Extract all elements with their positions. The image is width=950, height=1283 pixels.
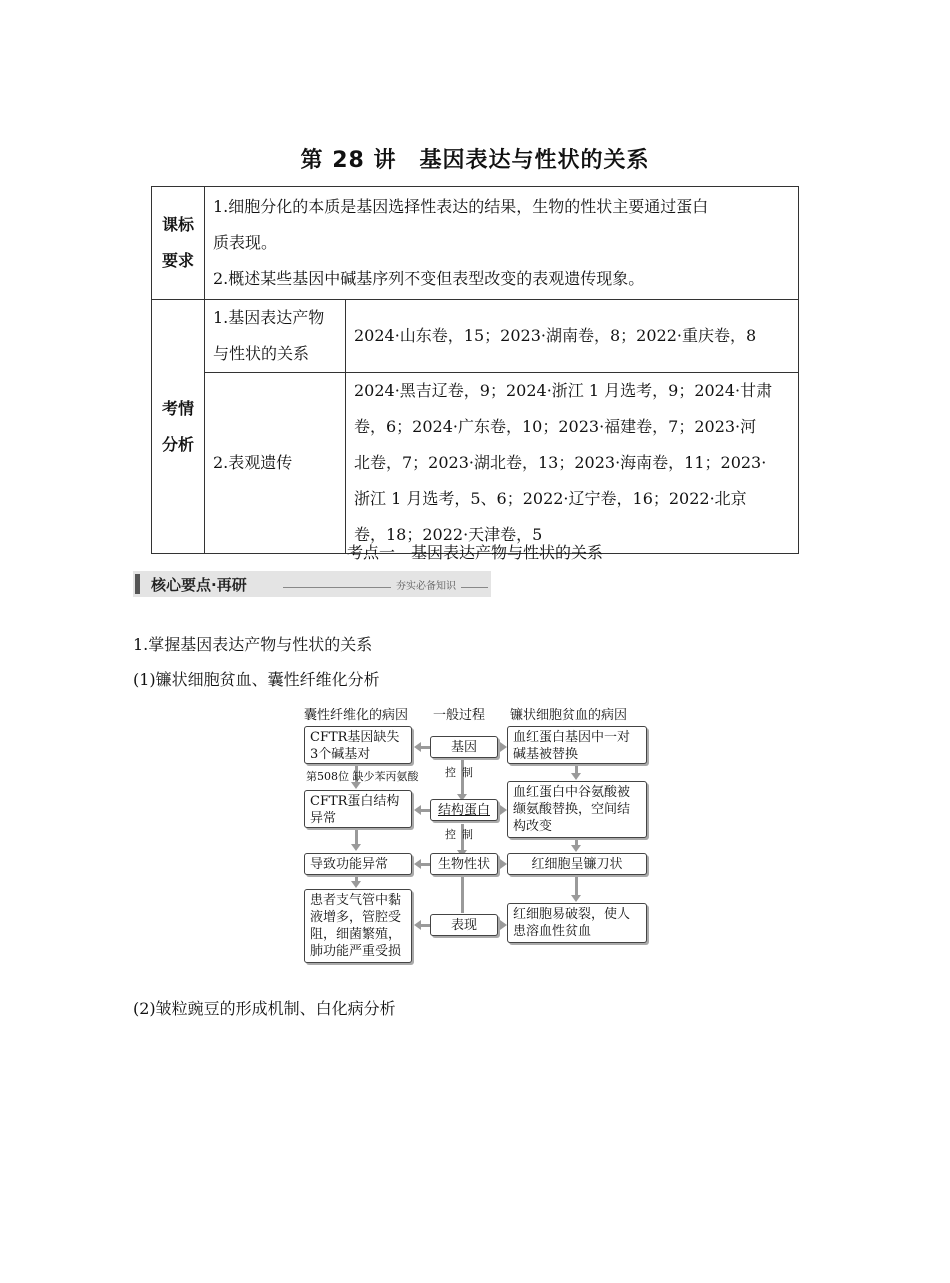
req-label-line: 要求 [161, 251, 194, 270]
control-label: 控制 [445, 766, 479, 779]
left-box-1 [304, 726, 412, 764]
left-box-line: 液增多，管腔受 [310, 910, 402, 925]
right-box-line: 缬氨酸替换，空间结 [513, 802, 631, 817]
right-box-line: 碱基被替换 [513, 747, 579, 762]
curriculum-table [151, 186, 799, 554]
right-box-line: 血红蛋白基因中一对 [513, 730, 631, 745]
right-heading: 镰状细胞贫血的病因 [510, 708, 628, 723]
arrow-right [500, 920, 507, 930]
left-box-line: 异常 [310, 811, 337, 826]
arrow-left [414, 742, 421, 752]
req-line: 2.概述某些基因中碱基序列不变但表型改变的表观遗传现象。 [213, 269, 645, 288]
table-row [152, 187, 799, 300]
mid-box-trait: 生物性状 [430, 853, 498, 875]
arrow-left [414, 920, 421, 930]
left-heading: 囊性纤维化的病因 [304, 708, 409, 723]
flow-diagram [300, 700, 652, 968]
left-note: 第508位 缺少苯丙氨酸 [306, 770, 419, 783]
topic-cell [205, 373, 346, 554]
connector [420, 809, 430, 812]
right-box-line: 红细胞易破裂，使人 [513, 907, 631, 922]
table-row [152, 373, 799, 554]
arrow-left [414, 805, 421, 815]
paragraph-1: 1.掌握基因表达产物与性状的关系 [133, 635, 373, 654]
connector [420, 863, 430, 866]
req-content [205, 187, 799, 300]
source-line: 2024·山东卷，15；2023·湖南卷，8；2022·重庆卷，8 [354, 326, 757, 345]
connector [420, 746, 430, 749]
section-title: 考点一 基因表达产物与性状的关系 [346, 543, 603, 562]
ana-label-line: 分析 [161, 434, 194, 454]
left-box-line: 肺功能严重受损 [310, 944, 402, 959]
connector [575, 876, 578, 896]
source-line: 2024·黑吉辽卷，9；2024·浙江 1 月选考，9；2024·甘肃 [354, 381, 773, 400]
arrow-right [500, 742, 507, 752]
right-box-4 [507, 903, 647, 943]
source-line: 浙江 1 月选考，5、6；2022·辽宁卷，16；2022·北京 [354, 489, 747, 508]
arrow-down [571, 845, 581, 852]
connector [461, 875, 464, 913]
arrow-right [500, 805, 507, 815]
sources-cell [346, 300, 799, 373]
control-label: 控制 [445, 828, 479, 841]
arrow-down [351, 844, 361, 851]
left-box-line: 3个碱基对 [310, 747, 371, 762]
banner-bar [135, 574, 140, 594]
right-box-3 [507, 853, 647, 875]
right-box-line: 血红蛋白中谷氨酸被 [513, 785, 631, 800]
banner-text: 核心要点·再研 [151, 576, 247, 594]
source-line: 北卷，7；2023·湖北卷，13；2023·海南卷，11；2023· [354, 453, 767, 472]
left-box-2 [304, 790, 412, 828]
topic-cell [205, 300, 346, 373]
section-banner [133, 571, 491, 597]
topic-line: 1.基因表达产物 [213, 308, 325, 327]
right-box-line: 构改变 [513, 819, 553, 834]
source-line: 卷，6；2024·广东卷，10；2023·福建卷，7；2023·河 [354, 417, 757, 436]
req-line: 1.细胞分化的本质是基因选择性表达的结果，生物的性状主要通过蛋白 [213, 197, 709, 216]
left-box-line: 阻，细菌繁殖， [310, 927, 402, 942]
right-box-2 [507, 781, 647, 838]
req-line: 质表现。 [213, 233, 278, 252]
left-box-line: 患者支气管中黏 [310, 893, 402, 908]
ana-label-line: 考情 [161, 398, 194, 418]
arrow-down [351, 881, 361, 888]
mid-box-phenotype: 表现 [430, 914, 498, 936]
right-box-line: 患溶血性贫血 [513, 924, 592, 939]
paragraph-3: (2)皱粒豌豆的形成机制、白化病分析 [133, 999, 396, 1018]
source-line: 卷，18；2022·天津卷，5 [354, 525, 543, 544]
topic-line: 与性状的关系 [213, 344, 310, 363]
connector [355, 828, 358, 844]
left-box-line: CFTR蛋白结构 [310, 794, 400, 809]
banner-tag: 夯实必备知识 [391, 577, 461, 592]
mid-box-gene: 基因 [430, 736, 498, 758]
topic-line: 2.表观遗传 [213, 453, 293, 472]
req-label [152, 187, 205, 300]
connector [420, 924, 430, 927]
sources-cell [346, 373, 799, 554]
ana-label [152, 300, 205, 554]
table-row [152, 300, 799, 373]
left-box-4 [304, 889, 412, 963]
paragraph-2: (1)镰状细胞贫血、囊性纤维化分析 [133, 670, 380, 689]
page-title: 第 28 讲 基因表达与性状的关系 [300, 148, 650, 173]
mid-box-protein: 结构蛋白 [430, 799, 498, 821]
left-box-line: 导致功能异常 [310, 857, 389, 872]
mid-heading: 一般过程 [433, 708, 486, 723]
arrow-left [414, 859, 421, 869]
req-label-line: 课标 [161, 215, 194, 234]
arrow-down [571, 895, 581, 902]
right-box-line: 红细胞呈镰刀状 [531, 857, 623, 872]
arrow-down [571, 773, 581, 780]
arrow-right [500, 859, 507, 869]
left-box-line: CFTR基因缺失 [310, 730, 400, 745]
right-box-1 [507, 726, 647, 764]
left-box-3 [304, 853, 412, 875]
